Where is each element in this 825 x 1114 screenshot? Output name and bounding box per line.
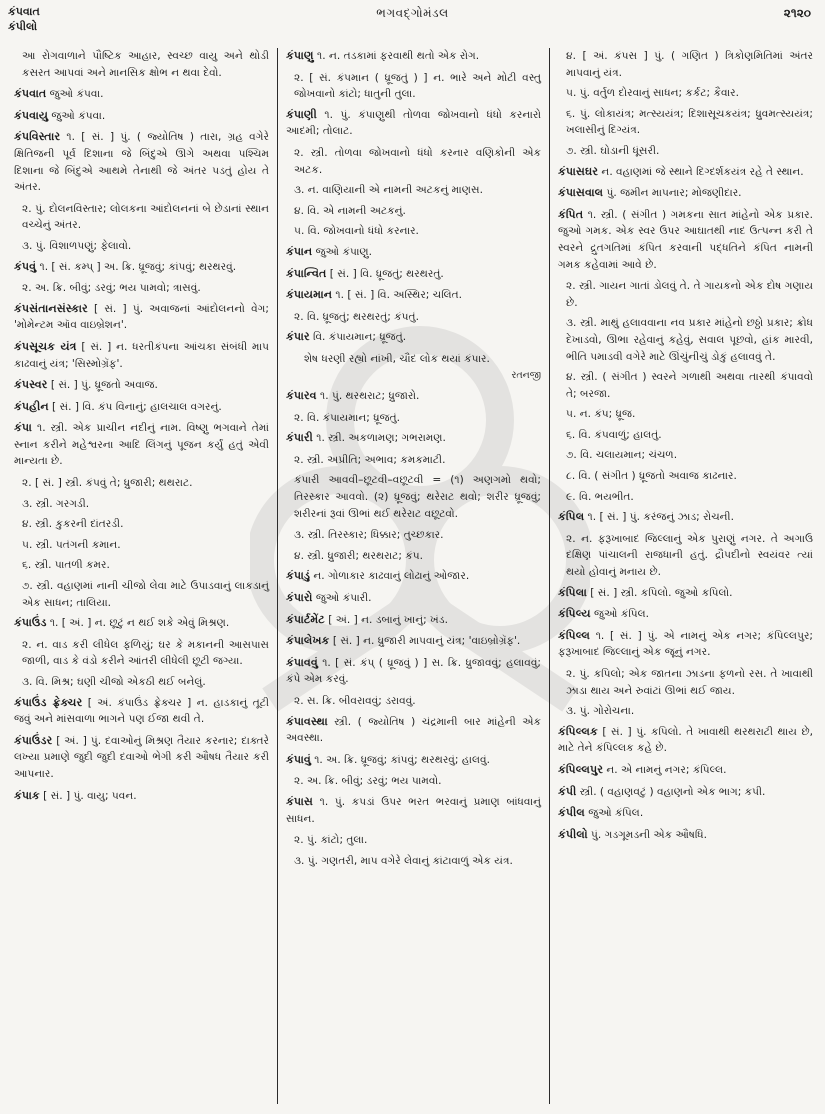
definition-sense: ૬. વિ. કંપવાળું; હાલતું.: [566, 428, 662, 441]
dictionary-entry: [558, 827, 813, 844]
page-title: ભગવદ્ગોમંડલ: [376, 6, 449, 20]
definition-text: [ અં. ] ન. ડબાનું ખાનું; ખંડ.: [324, 613, 448, 626]
definition-text: ૧. પું. કંપાણુથી તોળવા જોખવાનો ધંધો કરનારો આદમી; તોલાટ.: [286, 108, 541, 138]
page-header: [0, 0, 825, 48]
definition-text: ન. એ નામનું નગર; કંપિલ્લ.: [603, 763, 727, 776]
headword: કંપાડું: [286, 569, 311, 583]
column-2: [277, 48, 549, 1104]
dictionary-entry: [14, 399, 269, 416]
definition-text: જુઓ કંપિલ.: [590, 608, 650, 621]
dictionary-entry: [286, 655, 541, 688]
headword: કંપારી: [286, 431, 313, 445]
definition-sense: ૭. વિ. ચલાયમાન; ચંચળ.: [566, 449, 678, 462]
headword: કંપસ્વર: [14, 378, 48, 392]
definition-text: ૧. પું. કપડાં ઉપર ભરત ભરવાનું પ્રમાણ બાંધવાનું સાધન.: [286, 795, 541, 825]
headword: કંપાન: [286, 244, 313, 258]
definition-sense: ૪. વિ. એ નામની અટકનું.: [294, 204, 406, 217]
definition-text: જુઓ કંપારી.: [312, 592, 372, 605]
dictionary-entry: [286, 48, 541, 65]
definition-text: વિ. કંપાયમાન; ધ્રૂજતું.: [309, 331, 407, 344]
headword: કંપાલેખક: [286, 634, 330, 648]
headword: કંપવાયુ: [14, 108, 49, 122]
definition-text: ૧. [ સં. કંપ્ ( ધ્રૂજવું ) ] સ. ક્રિ. ધ્રુજાવવું; હલાવવું; કંપે એમ કરવું.: [286, 656, 541, 686]
headword: કંપારવ: [286, 389, 317, 403]
headword: કંપિલા: [558, 585, 587, 599]
definition-sense: ૨. સ્ત્રી. અપ્રીતિ; અભાવ; કમકમાટી.: [294, 453, 446, 466]
definition-sense: ૯. વિ. ભયભીત.: [566, 490, 634, 503]
definition-sense: ૩. સ્ત્રી. માથું હલાવવાના નવ પ્રકાર માંહેનો છઠ્ઠો પ્રકાર; ક્રોધ દેખાડવો, ઊભા રહેવાનું કહેવું, સવાલ પૂછવો, હાંક મારવી, ભીતિ પમાડવી વગેરે માટે ઊંચુંનીચું ડોકું હલાવવું તે.: [566, 317, 813, 363]
dictionary-entry: [286, 266, 541, 283]
dictionary-entry: [286, 287, 541, 304]
definition-text: [ સં. ] વિ. કંપ વિનાનું; હાલચાલ વગરનું.: [48, 400, 222, 413]
definition-sense: ૫. ન. કંપ; ધ્રૂજ.: [566, 408, 636, 421]
definition-sense: ૪. સ્ત્રી. ( સંગીત ) સ્વરને ગળાથી અથવા તારથી કંપાવવો તે; બરજા.: [566, 371, 813, 400]
headword: કંપહીન: [14, 399, 49, 413]
definition-sense: ૨. વિ. ધ્રૂજતું; થરથરતું; કંપતું.: [294, 310, 419, 323]
dictionary-entry: [286, 633, 541, 650]
definition-sense: ૪. [ અં. કંપસ ] પું. ( ગણિત ) ત્રિકોણમિતિમાં અંતર માપવાનું યંત્ર.: [566, 50, 813, 79]
definition-sense: ૫. પું. વર્તુળ દોરવાનું સાધન; કર્કટ; કૈવાર.: [566, 87, 740, 100]
headword: કંપવિસ્તાર: [14, 130, 61, 144]
dictionary-columns: [6, 48, 821, 1104]
headword: કંપાર: [286, 330, 310, 344]
definition-text: ૧. [ સં. ] પું. એ નામનું એક નગર; કંપિલ્લપુર; ફરૂખાબાદ જિલ્લાનું એક જૂનું નગર.: [558, 629, 813, 659]
dictionary-entry: [558, 509, 813, 526]
definition-text: [ સં. ] સ્ત્રી. કપિલો. જુઓ કપિલો.: [586, 586, 733, 599]
definition-text: ૧. સ્ત્રી. એક પ્રાચીન નદીનું નામ. વિષ્ણુ ભગવાને તેમાં સ્નાન કરીને મહેશ્વરના આદિ લિંગનું પૂજન કર્યું હતું એવી માન્યતા છે.: [14, 422, 269, 468]
headword: કંપાર્ટમેંટ: [286, 612, 325, 626]
definition-text: ન. વહાણમાં જે સ્થાને દિગ્દર્શકયંત્ર રહે તે સ્થાન.: [598, 165, 804, 178]
column-1: [6, 48, 277, 1104]
definition-sense: ૭. સ્ત્રી. વહાણમાં નાની ચીજો લેવા માટે ઉપાડવાનું લાકડાનું એક સાધન; તાલિયા.: [22, 580, 269, 609]
dictionary-entry: [558, 628, 813, 661]
dictionary-entry: [558, 805, 813, 822]
dictionary-entry: [14, 695, 269, 728]
definition-sense: ૨. પું. કપિલો; એક જાતના ઝાડના ફળનો રસ. તે ખાવાથી ઝાડા થાય અને રુવાંટાં ઊભાં થઈ જાય.: [566, 668, 813, 697]
definition-sense: ૩. પું. ગણતરી, માપ વગેરે લેવાનું કાંટાવાળું એક યંત્ર.: [294, 854, 513, 867]
quotation-source: રતનજી: [511, 369, 541, 381]
definition-text: જુઓ કંપવા.: [48, 109, 106, 122]
dictionary-entry: [558, 762, 813, 779]
headword: કંપિત: [558, 207, 584, 221]
dictionary-entry: [286, 752, 541, 769]
headword: કંપાક: [14, 788, 40, 802]
dictionary-entry: [286, 714, 541, 747]
definition-sense: ૫. વિ. જોખવાનો ધંધો કરનાર.: [294, 225, 419, 238]
definition-text: [ અં. ] પું. દવાઓનું મિશ્રણ તૈયાર કરનાર; દાક્તરે લખ્યા પ્રમાણે જુદી જુદી દવાઓ ભેગી કરી ઔષધ તૈયાર કરી આપનાર.: [14, 734, 269, 780]
headword: કંપસૂચક યંત્ર: [14, 339, 77, 353]
headword: કંપાયમાન: [286, 288, 333, 302]
definition-text: [ સં. ] ન. ધ્રુજારી માપવાનું યંત્ર; 'વાઇબ્રોગ્રૅફ'.: [329, 635, 521, 648]
definition-text: [ સં. ] પું. કપિલો. તે ખાવાથી થરથરાટી થાય છે, માટે તેને કંપિલ્લક કહે છે.: [558, 725, 813, 755]
definition-sense: ૩. સ્ત્રી. તિરસ્કાર; ધિક્કાર; તુચ્છકાર.: [294, 529, 444, 542]
headword: કંપિલ્લક: [558, 724, 598, 738]
headword: કંપાઉંડર: [14, 733, 53, 747]
definition-sense: ૨. [ સં. ] સ્ત્રી. કંપવું તે; ધ્રુજારી; થથરાટ.: [22, 477, 193, 490]
definition-text: જુઓ કંપિલ.: [584, 807, 644, 820]
column-3: [549, 48, 821, 1104]
headword: કંપાવવું: [286, 655, 318, 669]
dictionary-entry: [14, 788, 269, 805]
definition-text: ન. ગોળાકાર કાઢવાનું લોઢાનું ઓજાર.: [310, 570, 470, 583]
definition-sense: ૨. પું. કાંટો; તુલા.: [294, 834, 368, 847]
definition-sense: ૪. સ્ત્રી. કુકરની દાંતરડી.: [22, 518, 124, 531]
definition-sense: ૨. ન. ફરૂખાબાદ જિલ્લાનું એક પુરાણું નગર. તે અગાઉ દક્ષિણ પાંચાલની રાજધાની હતું. દ્રૌપદીનો સ્વયંવર ત્યાં થયો હોવાનું મનાય છે.: [566, 532, 813, 579]
headword: કંપાન્વિત: [286, 266, 327, 280]
headword: કંપવાત: [14, 87, 47, 101]
definition-text: ૧. [ સં. કમ્પ્ ] અ. ક્રિ. ધ્રૂજવું; કાંપવું; થરથરવું.: [36, 260, 237, 273]
definition-text: [ સં. ] પું. અવાજનાં આંદોલનનો વેગ; 'મોમેન્ટમ ઑવ વાઇબ્રેશન'.: [14, 302, 269, 332]
dictionary-entry: [14, 86, 269, 103]
headword: કંપિલ્લપુર: [558, 762, 604, 776]
definition-sense: ૭. સ્ત્રી. ઘોડાની ધૂંસરી.: [566, 144, 660, 157]
headword: કંપવું: [14, 259, 37, 273]
definition-text: ૧. [ અં. ] ન. છૂટું ન થઈ શકે એવું મિશ્રણ.: [46, 617, 230, 630]
definition-sense: ૩. ન. વાણિયાની એ નામની અટકનું માણસ.: [294, 184, 483, 197]
definition-sense: ૨. સ્ત્રી. ગાયન ગાતાં ડોલવું તે. તે ગાયકનો એક દોષ ગણાય છે.: [566, 280, 813, 309]
definition-sense: ૨. સ્ત્રી. તોળવા જોખવાનો ધંધો કરનાર વણિકોની એક અટક.: [294, 146, 541, 176]
headword: કંપસંતાનસંસ્કાર: [14, 301, 88, 315]
quotation: શેષ ધરણી રહ્યો નાંખી, ચૌદ લોક થયાં કંપાર.: [304, 352, 490, 365]
headword: કંપાઉંડ: [14, 616, 47, 630]
dictionary-entry: [286, 430, 541, 447]
dictionary-entry: [14, 615, 269, 632]
dictionary-entry: [14, 339, 269, 372]
dictionary-entry: [558, 585, 813, 602]
definition-text: [ સં. ] વિ. ધ્રૂજતું; થરથરતું.: [326, 267, 444, 280]
definition-text: પું. ગડગૂમડની એક ઔષધિ.: [587, 828, 708, 841]
dictionary-entry: [558, 606, 813, 623]
headword: કંપાવસ્થા: [286, 714, 328, 728]
dictionary-entry: [558, 784, 813, 801]
dictionary-entry: [286, 244, 541, 261]
definition-text: ૧. ન. તડકામાં ફરવાથી થતો એક રોગ.: [313, 50, 480, 62]
headword: કંપી: [558, 784, 577, 798]
dictionary-entry: [286, 388, 541, 405]
dictionary-entry: [558, 207, 813, 273]
definition-sense: ૨. અ. ક્રિ. બીવું; ડરવું; ભય પામવો; ત્રાસવું.: [22, 282, 201, 295]
dictionary-entry: [558, 164, 813, 181]
definition-sense: ૨. વિ. કંપાયમાન; ધ્રૂજતું.: [294, 411, 400, 424]
dictionary-entry: [286, 329, 541, 346]
headword: કંપીલ: [558, 806, 585, 820]
definition-sense: ૨. સ. ક્રિ. બીવરાવવું; ડરાવવું.: [294, 695, 416, 707]
definition-text: સ્ત્રી. ( વહાણવટું ) વહાણનો એક ભાગ; કપી.: [576, 785, 766, 798]
headword: કંપિલ્લ: [558, 628, 590, 642]
headword: કંપાવું: [286, 752, 311, 766]
definition-text: [ સં. ] પું. ધ્રૂજતો અવાજ.: [47, 379, 158, 392]
headword: કંપિલ: [558, 510, 585, 524]
definition-sense: ૩. સ્ત્રી. ગરગડી.: [22, 497, 90, 510]
definition-sense: ૩. પું. વિશાળપણું; ફેલાવો.: [22, 239, 132, 252]
headword: કંપાણુ: [286, 49, 314, 62]
definition-text: જુઓ કંપવા.: [46, 88, 104, 101]
guide-word-last: કંપીલો: [8, 20, 38, 33]
definition-text: ૧. [ સં. ] વિ. અસ્થિર; ચલિત.: [332, 289, 463, 302]
definition-sense: ૪. સ્ત્રી. ધ્રુજારી; થરથરાટ; કંપ.: [294, 549, 424, 562]
definition-continuation: આ રોગવાળાને પૌષ્ટિક આહાર, સ્વચ્છ વાયુ અને થોડી કસરત આપવાં અને માનસિક ક્ષોભ ન થવા દેવો.: [22, 50, 269, 79]
dictionary-entry: [286, 590, 541, 607]
page-number: ૨૧૨૦: [783, 6, 811, 20]
dictionary-entry: [14, 733, 269, 783]
headword: કંપાણી: [286, 107, 317, 121]
headword: કંપાસ: [286, 794, 313, 808]
dictionary-entry: [14, 108, 269, 125]
definition-sense: ૨. અ. ક્રિ. બીવું; ડરવું; ભય પામવો.: [294, 775, 442, 788]
definition-continuation: કંપારી આવવી–છૂટવી–વછૂટવી = (૧) અણગમો થવો; તિરસ્કાર આવવો. (૨) ધ્રૂજવું; થરેરાટ થવો; શરીર ધ્રૂજવું; શરીરનાં રૂવાં ઊભાં થઈ થરેરાટ વછૂટવો.: [294, 474, 541, 520]
definition-text: ૧. પું. થરથરાટ; ધ્રુજારો.: [316, 390, 420, 403]
definition-sense: ૩. પું. ગોરોચના.: [566, 705, 635, 718]
dictionary-entry: [14, 301, 269, 334]
definition-text: [ સં. ] ન. ધરતીકંપના આંચકા સંબંધી માપ કાઢવાનું યંત્ર; 'સિસ્મોગ્રૅફ'.: [14, 340, 269, 370]
dictionary-entry: [286, 612, 541, 629]
dictionary-entry: [286, 568, 541, 585]
definition-text: [ અં. કંપાઉંડ ફ્રેક્ચર ] ન. હાડકાનું તૂટી જવું અને માંસવાળા ભાગને પણ ઈજા થવી તે.: [14, 696, 269, 726]
dictionary-entry: [558, 724, 813, 757]
headword: કંપારો: [286, 591, 313, 605]
definition-sense: ૨. [ સં. કંપમાન ( ધ્રૂજતું ) ] ન. ભારે અને મોટી વસ્તુ જોખવાનો કાંટો; ધાતુની તુલા.: [294, 71, 541, 101]
dictionary-entry: [14, 420, 269, 470]
definition-text: સ્ત્રી. ( જ્યોતિષ ) ચંદ્રમાની બાર માંહેની એક અવસ્થા.: [286, 715, 541, 745]
definition-sense: ૬. સ્ત્રી. પાતળી કમર.: [22, 559, 110, 572]
headword: કંપાસવાલ: [558, 186, 604, 200]
definition-text: ૧. સ્ત્રી. ( સંગીત ) ગમકના સાત માંહેનો એક પ્રકાર. જુઓ ગમક. એક સ્વર ઉપર આઘાતથી નાદ ઉત્પન્ન કરી તે સ્વરને દ્રુતગતિમાં કંપિત કરવાની પદ્ધતિને કંપિત નામની ગમક કહેવામાં આવે છે.: [558, 208, 813, 271]
definition-sense: ૮. વિ. ( સંગીત ) ધ્રૂજતો અવાજ કાઢનાર.: [566, 470, 737, 483]
definition-text: ૧. [ સં. ] પું. કરંજનું ઝાડ; રોચની.: [584, 511, 734, 524]
definition-sense: ૬. પું. લોકાયંત્ર; મત્સ્યયંત્ર; દિશાસૂચકયંત્ર; ધ્રુવમત્સ્યયંત્ર; ખલાસીનું દિગ્યંત્ર.: [566, 107, 813, 137]
definition-sense: ૩. વિ. મિશ્ર; ઘણી ચીજો એકઠી થઈ બનેલું.: [22, 676, 206, 688]
definition-text: ૧. સ્ત્રી. અકળામણ; ગભરામણ.: [312, 432, 446, 445]
dictionary-entry: [286, 794, 541, 827]
headword: કંપીલો: [558, 827, 588, 841]
definition-sense: ૫. સ્ત્રી. પતંગની કમાન.: [22, 538, 121, 551]
dictionary-entry: [14, 259, 269, 276]
guide-word-first: કંપવાત: [8, 5, 40, 18]
definition-text: ૧. અ. ક્રિ. ધ્રૂજવું; કાંપવું; થરથરવું; હાલવું.: [310, 753, 490, 766]
dictionary-entry: [14, 129, 269, 195]
definition-text: જુઓ કંપાણુ.: [312, 245, 373, 258]
definition-text: પું. જમીન માપનાર; મોજણીદાર.: [603, 187, 742, 200]
definition-sense: ૨. પું. દોલનવિસ્તાર; લોલકના આંદોલનનાં બે છેડાનાં સ્થાન વચ્ચેનું અંતર.: [22, 202, 269, 232]
headword: કંપાઉંડ ફ્રેક્ચર: [14, 695, 83, 709]
definition-text: [ સં. ] પું. વાયુ; પવન.: [39, 789, 137, 802]
definition-sense: ૨. ન. વાડ કરી લીધેલ ફળિયું; ઘર કે મકાનની આસપાસ જાળી, વાડ કે વંડો કરીને આંતરી લીધેલી છૂટી જગ્યા.: [22, 638, 269, 668]
headword: કંપિલ્ય: [558, 607, 591, 621]
headword: કંપા: [14, 421, 32, 435]
definition-text: ૧. [ સં. ] પું. ( જ્યોતિષ ) તારા, ગ્રહ વગેરે ક્ષિતિજની પૂર્વ દિશાના જે બિંદુએ ઊગે અથવા પશ્ચિમ દિશાના જે બિંદુએ આથમે તેનાથી જે અંતર પડતું હોય તે અંતર.: [14, 131, 269, 194]
dictionary-entry: [286, 107, 541, 140]
headword: કંપાસઘર: [558, 164, 599, 178]
dictionary-entry: [558, 185, 813, 202]
dictionary-entry: [14, 377, 269, 394]
